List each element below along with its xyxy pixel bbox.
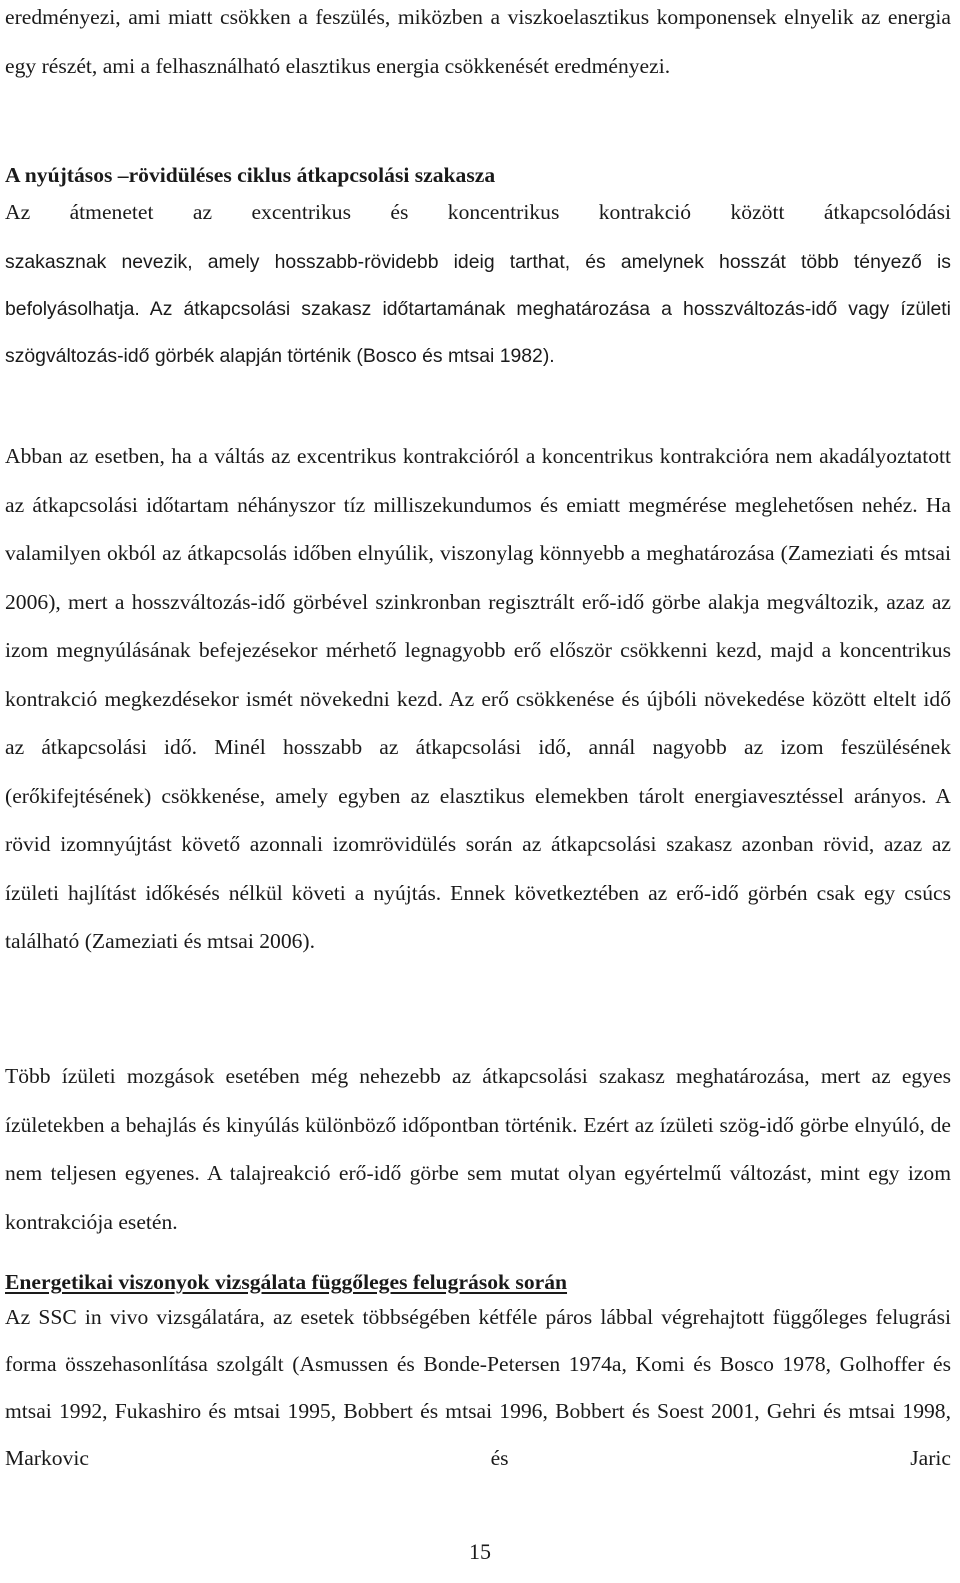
section-heading: A nyújtásos –rövidüléses ciklus átkapcsolási szakasza xyxy=(5,163,496,187)
top-paragraph-fragment xyxy=(5,0,951,90)
body-paragraph: Abban az esetben, ha a váltás az excentrikus kontrakcióról a koncentrikus kontrakcióra nem akadályoztatott az átkapcsolási időtartam néhányszor tíz milliszekundumos és emiatt megmérése meglehetősen nehéz. Ha valamilyen okból az átkapcsolás időben elnyúlik, viszonylag könnyebb a meghatározása (Zameziati és mtsai 2006), mert a hosszváltozás-idő görbével szinkronban regisztrált erő-idő görbe alakja megváltozik, azaz az izom megnyúlásának befejezésekor mérhető legnagyobb erő először csökkenni kezd, majd a koncentrikus kontrakció megkezdésekor ismét növekedni kezd. Az erő csökkenése és újbóli növekedése között eltelt idő az átkapcsolási idő. Minél hosszabb az átkapcsolási idő, annál nagyobb az izom feszülésének (erőkifejtésének) csökkenése, amely egyben az elasztikus elemekben tárolt energiavesztéssel arányos. A rövid izomnyújtást követő azonnali izomrövidülés során az átkapcsolási szakasz azonban rövid, azaz az ízületi hajlítást időkésés nélkül követi a nyújtás. Ennek következtében az erő-idő görbén csak egy csúcs található (Zameziati és mtsai 2006). xyxy=(5,444,951,953)
body-paragraph: eredményezi, ami miatt csökken a feszülés, miközben a viszkoelasztikus komponensek elnyelik az energia egy részét, ami a felhasználható elasztikus energia csökkenését eredményezi. xyxy=(5,5,951,78)
section-heading: Energetikai viszonyok vizsgálata függőleges felugrások során xyxy=(5,1270,568,1294)
multi-joint-paragraph xyxy=(5,1052,951,1246)
body-paragraph-sans: szakasznak nevezik, amely hosszabb-rövidebb ideig tarthat, és amelynek hosszát több tényező is befolyásolhatja. Az átkapcsolási szakasz időtartamának meghatározása a hosszváltozás-idő vagy ízületi szögváltozás-idő görbék alapján történik (Bosco és mtsai 1982). xyxy=(5,251,951,367)
section-transition-phase xyxy=(5,160,951,380)
section-intro-line: Az átmenetet az excentrikus és koncentrikus kontrakció között átkapcsolódási xyxy=(5,200,951,224)
body-paragraph: Több ízületi mozgások esetében még nehezebb az átkapcsolási szakasz meghatározása, mert az egyes ízületekben a behajlás és kinyúlás különböző időpontban történik. Ezért az ízületi szög-idő görbe elnyúló, de nem teljesen egyenes. A talajreakció erő-idő görbe sem mutat olyan egyértelmű változást, mint egy izom kontrakciója esetén. xyxy=(5,1064,951,1234)
section-energetics xyxy=(5,1267,951,1482)
section-transition-body xyxy=(5,432,951,966)
page-number: 15 xyxy=(469,1539,491,1564)
body-paragraph: Az SSC in vivo vizsgálatára, az esetek többségében kétféle páros lábbal végrehajtott függőleges felugrási forma összehasonlítása szolgált (Asmussen és Bonde-Petersen 1974a, Komi és Bosco 1978, Golhoffer és mtsai 1992, Fukashiro és mtsai 1995, Bobbert és mtsai 1996, Bobbert és Soest 2001, Gehri és mtsai 1998, Markovic és Jaric xyxy=(5,1305,951,1470)
